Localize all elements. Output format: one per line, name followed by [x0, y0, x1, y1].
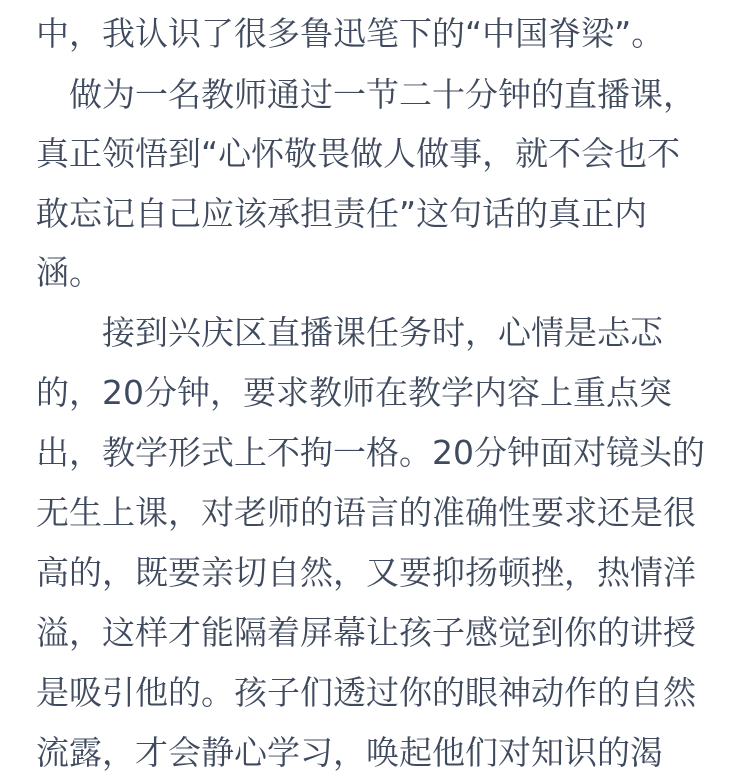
- text-line: 接到兴庆区直播课任务时，心情是忐忑: [36, 313, 663, 352]
- text-line: 出，教学形式上不拘一格。20分钟面对镜头的: [36, 433, 705, 472]
- text-line: 做为一名教师通过一节二十分钟的直播课，: [36, 75, 696, 114]
- text-line: 无生上课，对老师的语言的准确性要求还是很: [36, 493, 696, 532]
- text-line: 溢，这样才能隔着屏幕让孩子感觉到你的讲授: [36, 613, 696, 652]
- text-line: 真正领悟到“心怀敬畏做人做事，就不会也不: [36, 134, 681, 173]
- text-line: 中，我认识了很多鲁迅笔下的“中国脊梁”。: [36, 14, 665, 53]
- text-line: 涵。: [36, 253, 102, 292]
- text-line: 流露，才会静心学习，唤起他们对知识的渴: [36, 733, 663, 772]
- text-line: 是吸引他的。孩子们透过你的眼神动作的自然: [36, 673, 696, 712]
- text-line: 的，20分钟，要求教师在教学内容上重点突: [36, 373, 672, 412]
- text-line: 敢忘记自己应该承担责任”这句话的真正内: [36, 194, 648, 233]
- text-line: 高的，既要亲切自然，又要抑扬顿挫，热情洋: [36, 553, 696, 592]
